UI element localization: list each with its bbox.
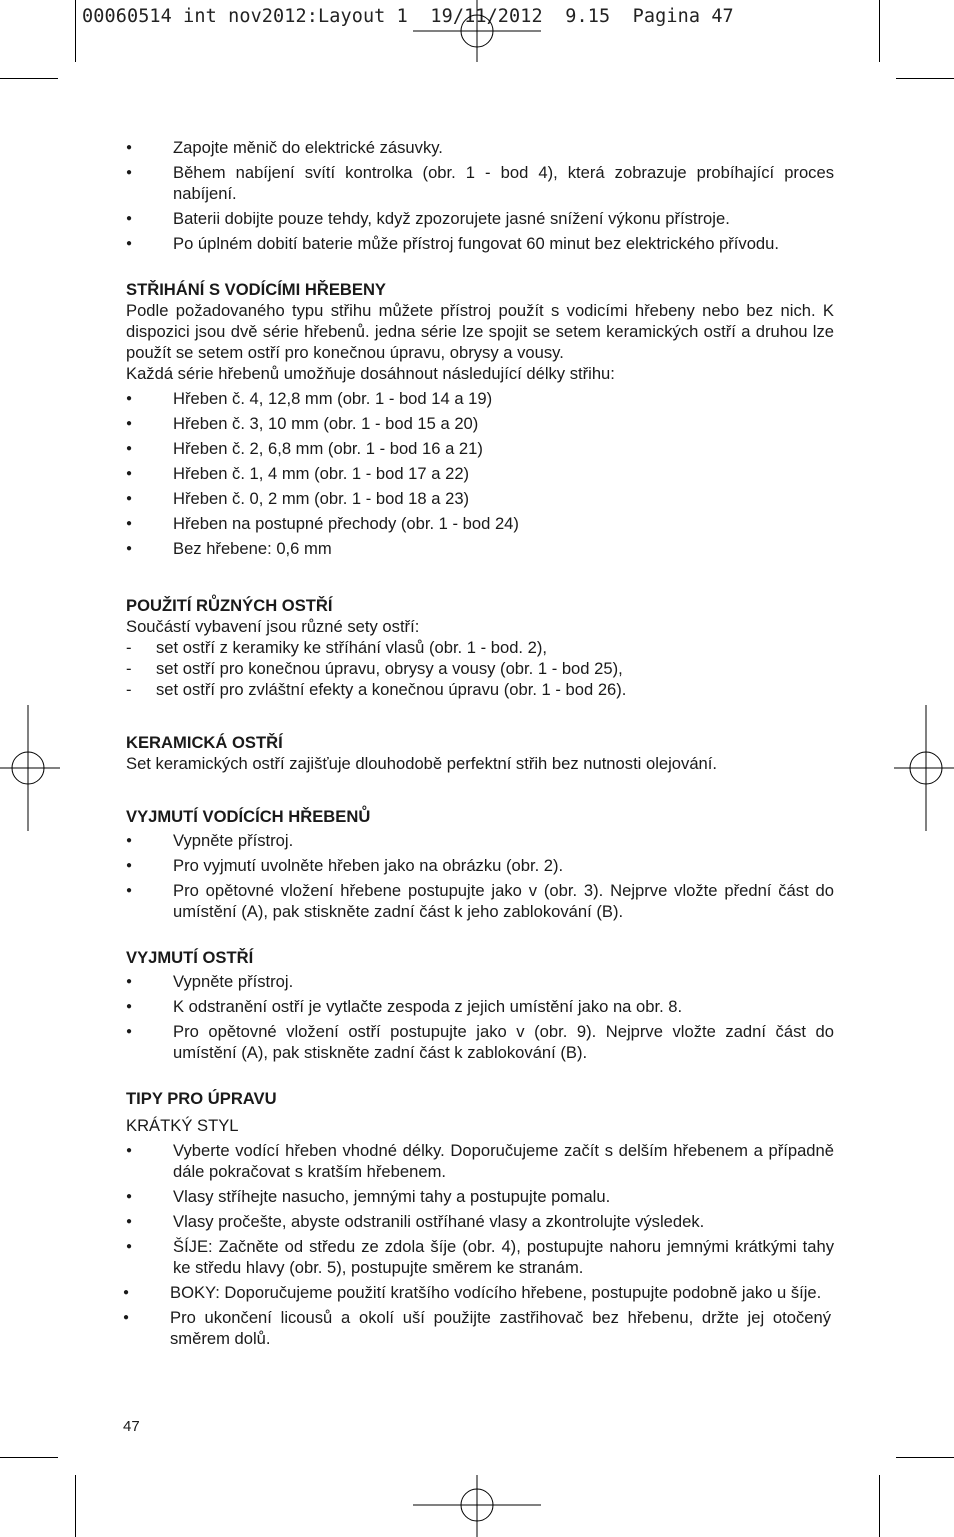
list-item: ● Hřeben č. 2, 6,8 mm (obr. 1 - bod 16 a 21) (126, 438, 834, 459)
list-item: ● Hřeben č. 0, 2 mm (obr. 1 - bod 18 a 23) (126, 488, 834, 509)
list-item: ● BOKY: Doporučujeme použití kratšího vodícího hřebene, postupujte podobně jako u šíje. (123, 1282, 831, 1303)
remove-combs-list (126, 830, 834, 922)
slug-line: 00060514 int nov2012:Layout 1 19/11/2012 9.15 Pagina 47 (82, 6, 734, 27)
section-heading-remove-blades: VYJMUTÍ OSTŘÍ (126, 948, 254, 967)
subheading-short-style: KRÁTKÝ STYL (126, 1116, 239, 1135)
list-item: ● Baterii dobijte pouze tehdy, když zpozorujete jasné snížení výkonu přístroje. (126, 208, 834, 229)
list-item: ● Vlasy pročešte, abyste odstranili ostříhané vlasy a zkontrolujte výsledek. (126, 1211, 834, 1232)
list-item: ● Hřeben na postupné přechody (obr. 1 - bod 24) (126, 513, 834, 534)
crop-mark-tl-h (0, 78, 58, 79)
paragraph: Součástí vybavení jsou různé sety ostří: (126, 617, 420, 636)
list-item: ● ŠÍJE: Začněte od středu ze zdola šíje (obr. 4), postupujte nahoru jemnými krátkými tahy ke středu hlavy (obr. 5), postupujte směrem ke stranám. (126, 1236, 834, 1278)
crop-mark-bl-h (0, 1457, 58, 1458)
crop-mark-tr-h (896, 78, 954, 79)
tips-list (126, 1140, 834, 1349)
paragraph: Set keramických ostří zajišťuje dlouhodobě perfektní střih bez nutnosti olejování. (126, 754, 718, 773)
list-item: ● K odstranění ostří je vytlačte zespoda z jejich umístění jako na obr. 8. (126, 996, 834, 1017)
crop-mark-tr-v (879, 0, 880, 62)
registration-mark-left (0, 705, 60, 831)
list-item: ● Během nabíjení svítí kontrolka (obr. 1 - bod 4), která zobrazuje probíhající proces nabíjení. (126, 162, 834, 204)
crop-mark-tl-v (75, 0, 76, 62)
section-heading-remove-combs: VYJMUTÍ VODÍCÍCH HŘEBENŮ (126, 807, 371, 826)
crop-mark-bl-v (75, 1475, 76, 1537)
list-item: - set ostří pro konečnou úpravu, obrysy a vousy (obr. 1 - bod 25), (126, 658, 834, 679)
list-item: ● Pro opětovné vložení ostří postupujte jako v (obr. 9). Nejprve vložte zadní část do umístění (A), pak stiskněte zadní část k zablokování (B). (126, 1021, 834, 1063)
list-item: ● Vlasy stříhejte nasucho, jemnými tahy a postupujte pomalu. (126, 1186, 834, 1207)
list-item: ● Zapojte měnič do elektrické zásuvky. (126, 137, 834, 158)
blade-sets-list (126, 637, 834, 700)
page-number: 47 (123, 1418, 140, 1435)
registration-mark-right (894, 705, 954, 831)
section-heading-blades: POUŽITÍ RŮZNÝCH OSTŘÍ (126, 596, 333, 615)
list-item: ● Vypněte přístroj. (126, 971, 834, 992)
section-heading-tips: TIPY PRO ÚPRAVU (126, 1089, 277, 1108)
crop-mark-br-v (879, 1475, 880, 1537)
crop-mark-br-h (896, 1457, 954, 1458)
remove-blades-list (126, 971, 834, 1063)
section-heading-ceramic: KERAMICKÁ OSTŘÍ (126, 733, 283, 752)
list-item: - set ostří z keramiky ke stříhání vlasů (obr. 1 - bod. 2), (126, 637, 834, 658)
paragraph: Podle požadovaného typu střihu můžete přístroj použít s vodicími hřebeny nebo bez nich. K dispozici jsou dvě série hřebenů. jedna série lze spojit se setem keramických ostří a druhou lze použít se setem ostří pro konečnou úpravu, obrysy a vousy. (126, 301, 834, 362)
page-content (126, 137, 834, 1353)
comb-lengths-list (126, 388, 834, 559)
section-heading-combs: STŘIHÁNÍ S VODÍCÍMI HŘEBENY (126, 280, 386, 299)
list-item: ● Vypněte přístroj. (126, 830, 834, 851)
list-item: - set ostří pro zvláštní efekty a konečnou úpravu (obr. 1 - bod 26). (126, 679, 834, 700)
intro-list (126, 137, 834, 254)
list-item: ● Bez hřebene: 0,6 mm (126, 538, 834, 559)
list-item: ● Hřeben č. 3, 10 mm (obr. 1 - bod 15 a 20) (126, 413, 834, 434)
list-item: ● Pro vyjmutí uvolněte hřeben jako na obrázku (obr. 2). (126, 855, 834, 876)
list-item: ● Pro opětovné vložení hřebene postupujte jako v (obr. 3). Nejprve vložte přední část do umístění (A), pak stiskněte zadní část k jeho zablokování (B). (126, 880, 834, 922)
registration-mark-top (413, 0, 541, 62)
registration-mark-bottom (413, 1475, 541, 1537)
paragraph: Každá série hřebenů umožňuje dosáhnout následující délky střihu: (126, 364, 615, 383)
list-item: ● Po úplném dobití baterie může přístroj fungovat 60 minut bez elektrického přívodu. (126, 233, 834, 254)
list-item: ● Pro ukončení licousů a okolí uší použijte zastřihovač bez hřebenu, držte jej otočený směrem dolů. (123, 1307, 831, 1349)
list-item: ● Vyberte vodící hřeben vhodné délky. Doporučujeme začít s delším hřebenem a případně dále pokračovat s kratším hřebenem. (126, 1140, 834, 1182)
list-item: ● Hřeben č. 4, 12,8 mm (obr. 1 - bod 14 a 19) (126, 388, 834, 409)
list-item: ● Hřeben č. 1, 4 mm (obr. 1 - bod 17 a 22) (126, 463, 834, 484)
